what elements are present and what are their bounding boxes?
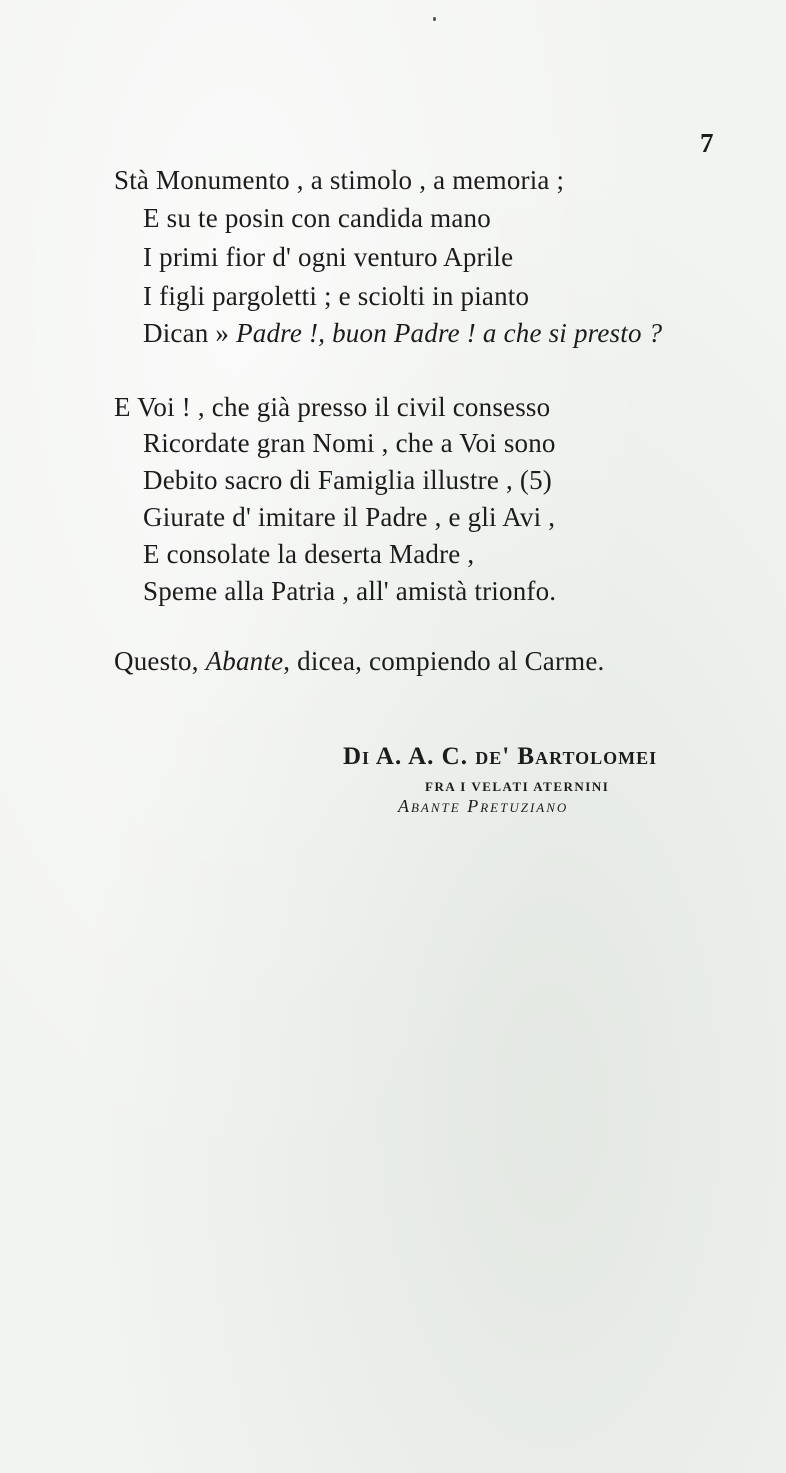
page-number: 7 [700, 128, 714, 158]
verse-line [143, 318, 662, 349]
verse-line-prefix: Dican » [143, 318, 237, 348]
closing-line [114, 646, 605, 677]
verse-line: Giurate d' imitare il Padre , e gli Avi , [143, 502, 556, 532]
verse-line: Stà Monumento , a stimolo , a memoria ; [114, 165, 565, 195]
verse-line: Ricordate gran Nomi , che a Voi sono [143, 428, 556, 458]
signature-pseudonym: Abante Pretuziano [398, 796, 569, 816]
verse-line: E Voi ! , che già presso il civil consesso [114, 392, 551, 422]
signature-author: Di A. A. C. de' Bartolomei [343, 743, 658, 770]
verse-line: Speme alla Patria , all' amistà trionfo. [143, 576, 557, 606]
closing-prefix: Questo, [114, 646, 206, 676]
closing-name: Abante [205, 646, 284, 676]
verse-line-italic: Padre !, buon Padre ! a che si presto ? [236, 318, 663, 348]
verse-line: E su te posin con candida mano [143, 203, 491, 233]
closing-suffix: , dicea, compiendo al Carme. [283, 646, 605, 676]
verse-line: E consolate la deserta Madre , [143, 539, 475, 569]
signature-affiliation: FRA I VELATI ATERNINI [425, 779, 610, 794]
printing-speck [433, 17, 436, 21]
verse-line: I primi fior d' ogni venturo Aprile [143, 242, 514, 272]
verse-line: I figli pargoletti ; e sciolti in pianto [143, 281, 530, 311]
verse-line: Debito sacro di Famiglia illustre , (5) [143, 465, 552, 495]
